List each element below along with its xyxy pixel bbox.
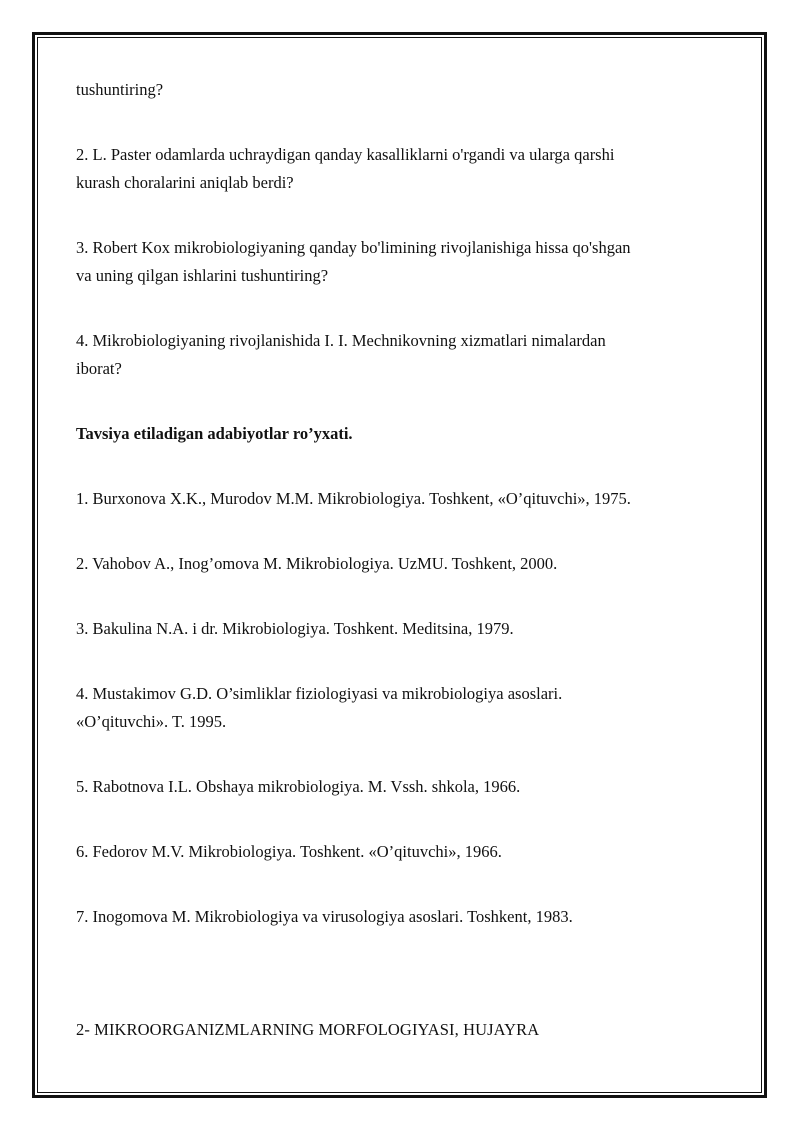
literature-item-6: 6. Fedorov M.V. Mikrobiologiya. Toshkent. «O’qituvchi», 1966. <box>76 842 502 861</box>
question-1-tail: tushuntiring? <box>76 80 164 99</box>
literature-item-4-line-1: 4. Mustakimov G.D. O’simliklar fiziologiyasi va mikrobiologiya asoslari. <box>76 684 563 703</box>
literature-item-5: 5. Rabotnova I.L. Obshaya mikrobiologiya. M. Vssh. shkola, 1966. <box>76 777 521 796</box>
question-4-line-2: iborat? <box>76 359 122 378</box>
literature-item-7: 7. Inogomova M. Mikrobiologiya va virusologiya asoslari. Toshkent, 1983. <box>76 907 573 926</box>
question-2-line-2: kurash choralarini aniqlab berdi? <box>76 173 294 192</box>
question-3-line-1: 3. Robert Kox mikrobiologiyaning qanday bo'limining rivojlanishiga hissa qo'shgan <box>76 238 631 257</box>
question-3-line-2: va uning qilgan ishlarini tushuntiring? <box>76 266 329 285</box>
literature-item-1: 1. Burxonova X.K., Murodov M.M. Mikrobiologiya. Toshkent, «O’qituvchi», 1975. <box>76 489 631 508</box>
literature-item-2: 2. Vahobov A., Inog’omova M. Mikrobiologiya. UzMU. Toshkent, 2000. <box>76 554 558 573</box>
literature-item-3: 3. Bakulina N.A. i dr. Mikrobiologiya. Toshkent. Meditsina, 1979. <box>76 619 514 638</box>
question-2-line-1: 2. L. Paster odamlarda uchraydigan qanday kasalliklarni o'rgandi va ularga qarshi <box>76 145 615 164</box>
next-section-title: 2- MIKROORGANIZMLARNING MORFOLOGIYASI, HUJAYRA <box>76 1020 540 1039</box>
question-4-line-1: 4. Mikrobiologiyaning rivojlanishida I. I. Mechnikovning xizmatlari nimalardan <box>76 331 606 350</box>
literature-heading: Tavsiya etiladigan adabiyotlar ro’yxati. <box>76 424 353 443</box>
document-body <box>76 76 736 931</box>
literature-item-4-line-2: «O’qituvchi». T. 1995. <box>76 712 227 731</box>
